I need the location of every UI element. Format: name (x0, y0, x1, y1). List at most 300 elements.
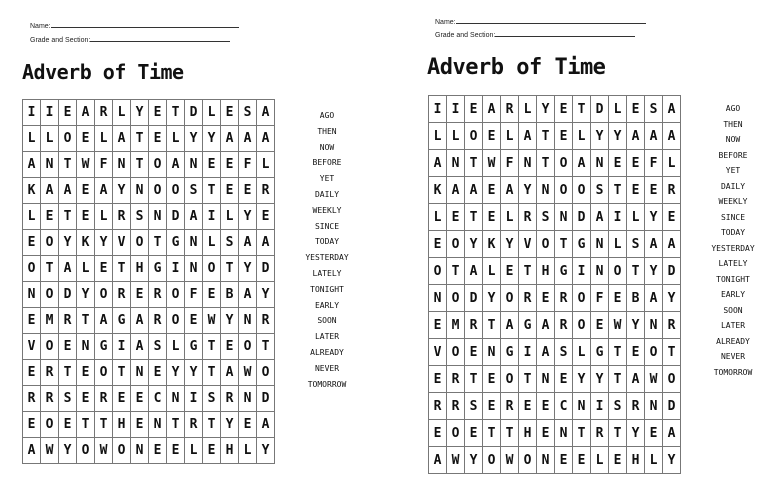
grid-cell: Y (77, 282, 95, 308)
grid-cell: S (591, 177, 609, 204)
grid-cell: Y (465, 231, 483, 258)
grid-cell: R (149, 308, 167, 334)
word-list-item: LATER (314, 332, 340, 342)
grid-cell: I (519, 339, 537, 366)
grid-cell: E (429, 231, 447, 258)
grid-cell: N (185, 230, 203, 256)
grid-cell: Y (483, 285, 501, 312)
grid-cell: O (167, 178, 185, 204)
grid-cell: L (167, 126, 185, 152)
grid-cell: R (149, 282, 167, 308)
grid-cell: T (609, 366, 627, 393)
grid-cell: I (591, 393, 609, 420)
grid-cell: E (59, 100, 77, 126)
grid-cell: E (609, 447, 627, 474)
grade-label: Grade and Section: (435, 32, 496, 39)
grid-cell: L (573, 339, 591, 366)
grid-cell: G (501, 339, 519, 366)
grid-cell: A (59, 178, 77, 204)
grid-cell: E (95, 256, 113, 282)
grid-cell: O (239, 334, 257, 360)
word-list-item: DAILY (314, 189, 340, 199)
grid-cell: O (519, 447, 537, 474)
grid-cell: Y (609, 123, 627, 150)
grid-cell: Y (645, 258, 663, 285)
word-list-item: LATER (720, 321, 746, 330)
grid-cell: E (483, 366, 501, 393)
grid-cell: Y (95, 230, 113, 256)
grid-cell: L (591, 447, 609, 474)
grid-cell: Y (113, 178, 131, 204)
grid-cell: Y (257, 282, 275, 308)
grid-cell: E (591, 312, 609, 339)
grid-cell: A (185, 204, 203, 230)
grid-cell: Y (591, 123, 609, 150)
grid-cell: A (257, 230, 275, 256)
grid-cell: N (591, 258, 609, 285)
word-list-item: WEEKLY (718, 197, 748, 206)
grade-label: Grade and Section: (30, 37, 91, 44)
word-list-item: EARLY (314, 300, 340, 310)
word-list-item: BEFORE (312, 158, 342, 168)
word-list-item: LATELY (312, 268, 342, 278)
grid-cell: W (501, 447, 519, 474)
grid-cell: G (167, 230, 185, 256)
grid-cell: Y (239, 256, 257, 282)
word-list-item: NEVER (720, 352, 746, 361)
grid-cell: Y (221, 308, 239, 334)
word-search-grid (428, 95, 681, 474)
word-list-item: WEEKLY (312, 205, 342, 215)
grid-cell: I (113, 334, 131, 360)
grid-cell: S (645, 96, 663, 123)
grid-cell: T (537, 123, 555, 150)
word-list-item: THEN (317, 126, 337, 136)
grid-cell: Y (627, 420, 645, 447)
worksheet-right (404, 0, 768, 503)
grid-cell: T (501, 420, 519, 447)
grid-cell: T (167, 100, 185, 126)
grid-cell: T (131, 126, 149, 152)
grid-cell: R (257, 178, 275, 204)
grid-cell: O (131, 230, 149, 256)
grid-cell: Y (663, 285, 681, 312)
word-list (710, 101, 756, 380)
grid-cell: L (23, 126, 41, 152)
grid-cell: N (131, 178, 149, 204)
grid-cell: O (447, 420, 465, 447)
grid-cell: N (239, 386, 257, 412)
grid-cell: W (41, 438, 59, 464)
grid-cell: C (149, 386, 167, 412)
grid-cell: E (239, 178, 257, 204)
grid-cell: E (447, 204, 465, 231)
grid-cell: A (95, 178, 113, 204)
grid-cell: O (149, 152, 167, 178)
grid-cell: T (77, 308, 95, 334)
grid-cell: O (59, 126, 77, 152)
grid-cell: N (483, 339, 501, 366)
grid-cell: O (41, 334, 59, 360)
grid-cell: L (257, 152, 275, 178)
grid-cell: S (59, 386, 77, 412)
grid-cell: R (663, 312, 681, 339)
grid-cell: T (537, 150, 555, 177)
grid-cell: N (537, 177, 555, 204)
grid-cell: E (149, 126, 167, 152)
grid-cell: Y (257, 438, 275, 464)
grid-cell: D (663, 393, 681, 420)
grid-cell: O (95, 282, 113, 308)
grid-cell: Y (239, 204, 257, 230)
word-search-grid (22, 99, 275, 464)
grid-cell: L (113, 100, 131, 126)
word-list-item: SINCE (720, 212, 746, 222)
grade-underline (90, 35, 230, 42)
grid-cell: E (483, 123, 501, 150)
grid-cell: E (483, 204, 501, 231)
grid-cell: N (591, 150, 609, 177)
grid-cell: E (429, 420, 447, 447)
grid-cell: D (573, 204, 591, 231)
grid-cell: O (167, 308, 185, 334)
grid-cell: O (501, 366, 519, 393)
grid-cell: E (77, 126, 95, 152)
grid-cell: A (465, 177, 483, 204)
grid-cell: F (95, 152, 113, 178)
word-list-item: NOW (319, 142, 335, 152)
grid-cell: E (537, 420, 555, 447)
grid-cell: E (77, 360, 95, 386)
grid-cell: L (167, 334, 185, 360)
grid-cell: T (113, 360, 131, 386)
grid-cell: G (555, 258, 573, 285)
grid-cell: E (609, 150, 627, 177)
grid-cell: K (429, 177, 447, 204)
word-list-item: THEN (723, 119, 743, 129)
grid-cell: E (221, 100, 239, 126)
grid-cell: V (113, 230, 131, 256)
grid-cell: E (663, 204, 681, 231)
grid-cell: T (519, 258, 537, 285)
grid-cell: Y (591, 366, 609, 393)
word-list-item: AGO (725, 104, 741, 113)
grid-cell: A (573, 150, 591, 177)
grid-cell: I (167, 256, 185, 282)
grid-cell: N (185, 256, 203, 282)
grid-cell: E (23, 412, 41, 438)
word-list-item: LATELY (718, 259, 748, 268)
grid-cell: E (627, 150, 645, 177)
word-list-item: TOMORROW (713, 367, 753, 377)
grid-cell: T (519, 366, 537, 393)
grid-cell: E (77, 178, 95, 204)
word-list-item: SINCE (314, 221, 340, 231)
grade-field (435, 30, 635, 39)
word-list-item: YESTERDAY (711, 243, 755, 253)
word-list-item: YESTERDAY (305, 253, 349, 263)
grid-cell: L (501, 123, 519, 150)
grid-cell: A (131, 308, 149, 334)
grid-cell: E (131, 386, 149, 412)
word-list-item: EARLY (720, 290, 746, 299)
grid-cell: E (257, 204, 275, 230)
grid-cell: E (185, 308, 203, 334)
word-list-item: TONIGHT (310, 284, 344, 294)
grid-cell: F (645, 150, 663, 177)
grid-cell: A (131, 334, 149, 360)
grid-cell: L (609, 231, 627, 258)
grid-cell: Y (167, 360, 185, 386)
grid-cell: S (149, 334, 167, 360)
grid-cell: C (555, 393, 573, 420)
grid-cell: A (23, 438, 41, 464)
grid-cell: W (95, 438, 113, 464)
grid-cell: D (257, 256, 275, 282)
name-field (435, 17, 646, 26)
grid-cell: A (537, 312, 555, 339)
grid-cell: O (41, 282, 59, 308)
worksheet-title: Adverb of Time (22, 60, 184, 84)
grid-cell: R (519, 285, 537, 312)
grid-cell: E (59, 412, 77, 438)
grid-cell: F (591, 285, 609, 312)
grid-cell: A (663, 231, 681, 258)
grid-cell: T (113, 256, 131, 282)
grid-cell: E (555, 123, 573, 150)
grid-cell: K (483, 231, 501, 258)
grid-cell: Y (663, 447, 681, 474)
grid-cell: L (519, 96, 537, 123)
grid-cell: O (149, 178, 167, 204)
grid-cell: O (573, 285, 591, 312)
grid-cell: O (23, 256, 41, 282)
grid-cell: W (77, 152, 95, 178)
grid-cell: N (131, 360, 149, 386)
grid-cell: R (41, 386, 59, 412)
grid-cell: T (573, 96, 591, 123)
grid-cell: A (77, 100, 95, 126)
grid-cell: T (609, 177, 627, 204)
grid-cell: T (77, 412, 95, 438)
grid-cell: A (501, 312, 519, 339)
grid-cell: E (131, 412, 149, 438)
word-list-item: AGO (319, 111, 335, 120)
grid-cell: K (77, 230, 95, 256)
grid-cell: E (221, 334, 239, 360)
grid-cell: T (609, 339, 627, 366)
grid-cell: A (23, 152, 41, 178)
grid-cell: E (149, 100, 167, 126)
grid-cell: T (221, 256, 239, 282)
grid-cell: S (203, 386, 221, 412)
grid-cell: E (429, 366, 447, 393)
grid-cell: N (537, 366, 555, 393)
grid-cell: Y (221, 412, 239, 438)
grid-cell: R (465, 312, 483, 339)
grid-cell: B (627, 285, 645, 312)
grid-cell: I (447, 96, 465, 123)
grid-cell: L (95, 204, 113, 230)
grid-cell: Y (203, 126, 221, 152)
grid-cell: N (41, 152, 59, 178)
grid-cell: A (483, 96, 501, 123)
grid-cell: R (257, 308, 275, 334)
grid-cell: A (257, 412, 275, 438)
grid-cell: E (221, 178, 239, 204)
grid-cell: H (627, 447, 645, 474)
grid-cell: L (645, 447, 663, 474)
grid-cell: D (185, 100, 203, 126)
grid-cell: G (95, 334, 113, 360)
grid-cell: A (239, 282, 257, 308)
grid-cell: E (573, 447, 591, 474)
grid-cell: L (23, 204, 41, 230)
grid-cell: N (239, 308, 257, 334)
grid-cell: I (429, 96, 447, 123)
grid-cell: A (645, 123, 663, 150)
grid-cell: R (447, 393, 465, 420)
grid-cell: M (447, 312, 465, 339)
grid-cell: O (573, 177, 591, 204)
grid-cell: E (555, 447, 573, 474)
grid-cell: T (609, 420, 627, 447)
grid-cell: R (41, 360, 59, 386)
grid-cell: D (591, 96, 609, 123)
grid-cell: T (465, 366, 483, 393)
grid-cell: R (501, 393, 519, 420)
grid-cell: R (185, 412, 203, 438)
grid-cell: L (239, 438, 257, 464)
grid-cell: R (113, 204, 131, 230)
grid-cell: T (573, 420, 591, 447)
word-list-item: ALREADY (310, 347, 344, 357)
grid-cell: E (483, 393, 501, 420)
word-list-item: SOON (723, 305, 743, 315)
grid-cell: V (429, 339, 447, 366)
grid-cell: R (23, 386, 41, 412)
grid-cell: E (465, 339, 483, 366)
grid-cell: I (23, 100, 41, 126)
grid-cell: O (41, 412, 59, 438)
grid-cell: A (167, 152, 185, 178)
grid-cell: R (447, 366, 465, 393)
grid-cell: A (645, 285, 663, 312)
grid-cell: T (483, 312, 501, 339)
grid-cell: E (465, 96, 483, 123)
word-list-item: TONIGHT (716, 274, 750, 284)
grid-cell: E (537, 285, 555, 312)
grid-cell: Y (465, 447, 483, 474)
grid-cell: R (221, 386, 239, 412)
grid-cell: D (59, 282, 77, 308)
grid-cell: Y (185, 360, 203, 386)
grid-cell: T (663, 339, 681, 366)
grid-cell: E (609, 285, 627, 312)
grid-cell: T (149, 230, 167, 256)
grid-cell: A (465, 258, 483, 285)
grid-cell: A (501, 177, 519, 204)
grid-cell: E (465, 420, 483, 447)
grid-cell: R (429, 393, 447, 420)
grid-cell: L (185, 438, 203, 464)
grid-cell: E (429, 312, 447, 339)
grid-cell: T (627, 258, 645, 285)
grid-cell: F (501, 150, 519, 177)
grid-cell: E (167, 438, 185, 464)
grid-cell: Y (59, 230, 77, 256)
grid-cell: Y (501, 231, 519, 258)
grid-cell: R (501, 96, 519, 123)
grid-cell: E (203, 438, 221, 464)
name-field (30, 21, 239, 30)
grid-cell: O (429, 258, 447, 285)
grid-cell: I (573, 258, 591, 285)
grid-cell: S (221, 230, 239, 256)
grid-cell: E (537, 393, 555, 420)
grid-cell: T (203, 178, 221, 204)
grid-cell: L (501, 204, 519, 231)
grid-cell: O (203, 256, 221, 282)
grid-cell: S (537, 204, 555, 231)
grid-cell: A (239, 230, 257, 256)
name-label: Name: (435, 19, 456, 26)
grid-cell: O (257, 360, 275, 386)
grid-cell: N (447, 150, 465, 177)
grid-cell: N (573, 393, 591, 420)
word-list (300, 108, 354, 392)
grid-cell: W (447, 447, 465, 474)
grid-cell: N (77, 334, 95, 360)
grid-cell: T (167, 412, 185, 438)
grid-cell: E (131, 282, 149, 308)
worksheet-title: Adverb of Time (427, 55, 606, 80)
grid-cell: A (257, 100, 275, 126)
word-list-item: NOW (725, 135, 741, 144)
grid-cell: L (429, 204, 447, 231)
grid-cell: I (203, 204, 221, 230)
grid-cell: E (149, 438, 167, 464)
grid-cell: E (501, 258, 519, 285)
grid-cell: H (537, 258, 555, 285)
grid-cell: E (23, 308, 41, 334)
grid-cell: L (573, 123, 591, 150)
grid-cell: O (573, 312, 591, 339)
grid-cell: T (203, 412, 221, 438)
grid-cell: O (41, 230, 59, 256)
grid-cell: H (113, 412, 131, 438)
grid-cell: N (113, 152, 131, 178)
grid-cell: D (257, 386, 275, 412)
grid-cell: T (59, 204, 77, 230)
grid-cell: L (663, 150, 681, 177)
grid-cell: T (131, 152, 149, 178)
grid-cell: L (221, 204, 239, 230)
grid-cell: A (537, 339, 555, 366)
grid-cell: Y (537, 96, 555, 123)
word-list-item: YET (319, 174, 335, 184)
grid-cell: V (23, 334, 41, 360)
grid-cell: R (555, 285, 573, 312)
grid-cell: G (149, 256, 167, 282)
grid-cell: O (609, 258, 627, 285)
grid-cell: E (41, 204, 59, 230)
grid-cell: T (59, 152, 77, 178)
grid-cell: N (149, 204, 167, 230)
grid-cell: A (113, 126, 131, 152)
grid-cell: N (555, 420, 573, 447)
grid-cell: L (627, 204, 645, 231)
